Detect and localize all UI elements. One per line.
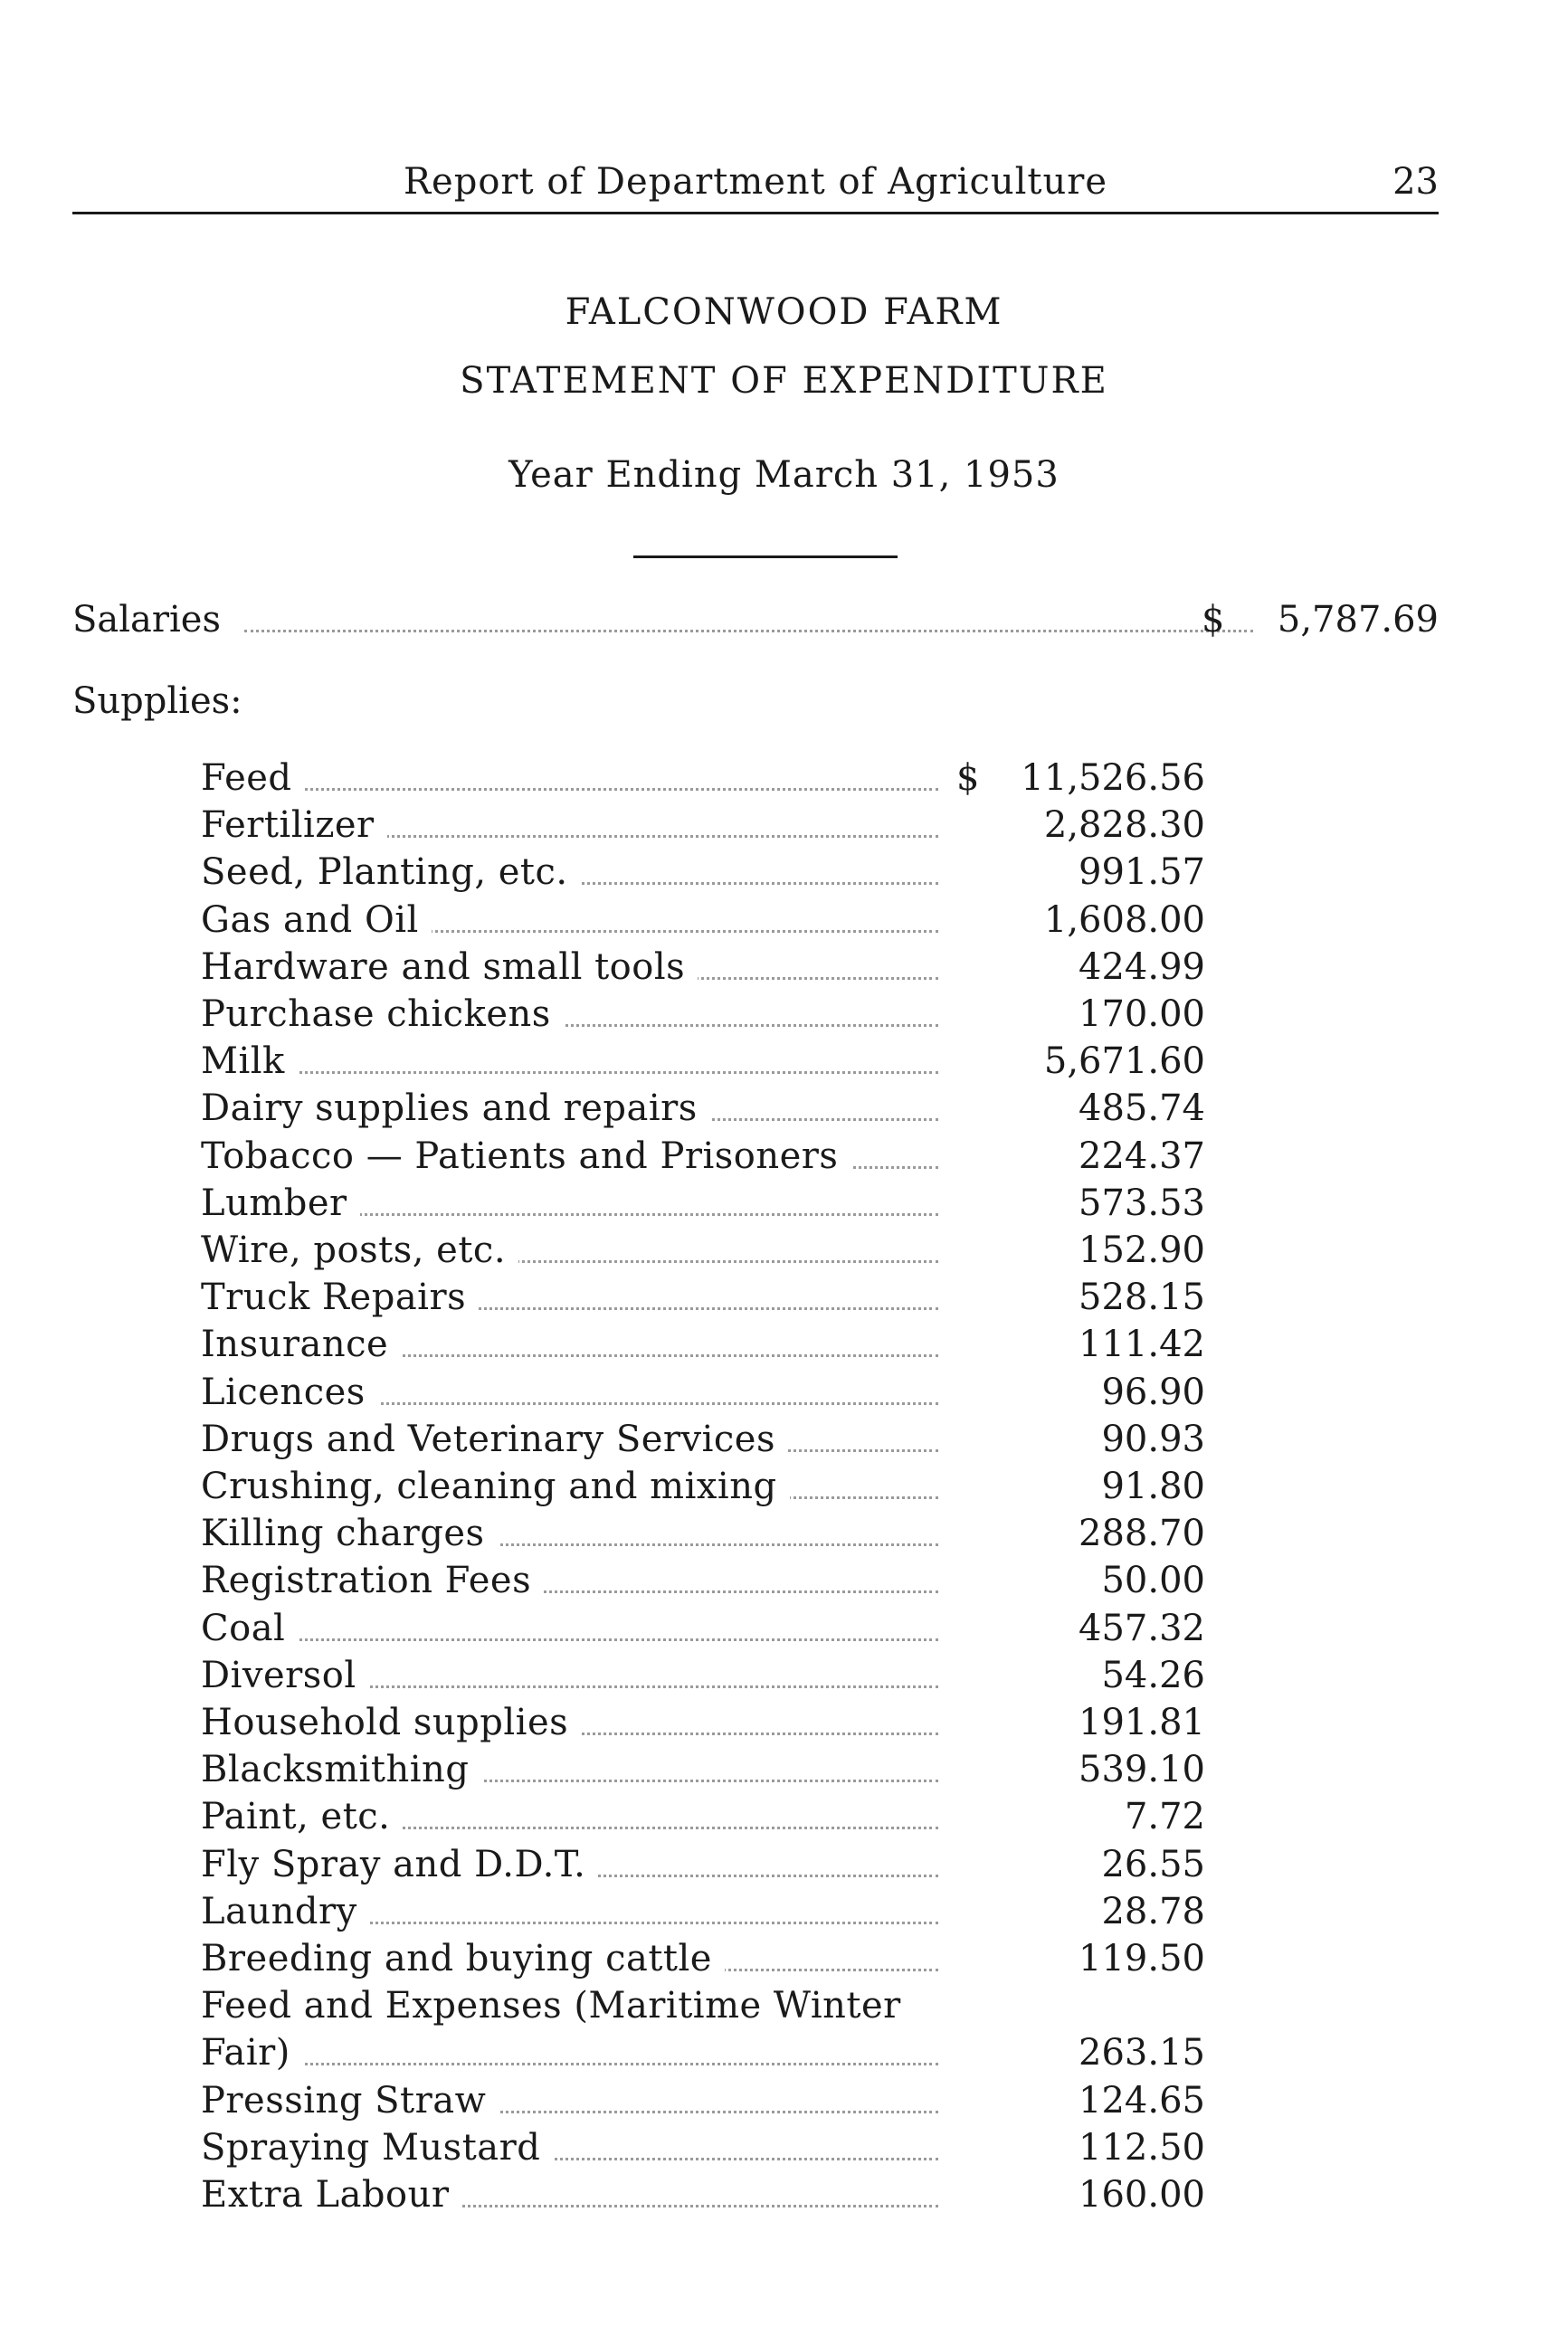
list-item [201,1039,1205,1084]
page-number: 23 [1392,161,1439,203]
list-item [201,1511,1205,1556]
list-item [201,1464,1205,1509]
supply-amount: 1,608.00 [1043,898,1205,941]
supply-amount: 26.55 [1101,1843,1205,1885]
supply-label: Feed [201,755,305,801]
supply-label: Drugs and Veterinary Services [201,1417,788,1462]
supply-label: Seed, Planting, etc. [201,850,581,895]
farm-title: FALCONWOOD FARM [565,291,1003,333]
salaries-row [72,597,1439,642]
list-item [201,1842,1205,1887]
salaries-label: Salaries [72,597,233,642]
list-item [201,2030,1205,2075]
supply-label: Paint, etc. [201,1794,403,1839]
list-item [201,1606,1205,1651]
list-item [201,1417,1205,1462]
statement-title: STATEMENT OF EXPENDITURE [460,360,1108,402]
supply-label: Diversol [201,1653,369,1698]
supply-label: Breeding and buying cattle [201,1936,725,1981]
list-item [201,992,1205,1037]
list-item [201,1700,1205,1745]
supply-label: Purchase chickens [201,992,564,1037]
supply-amount: 7.72 [1124,1796,1205,1838]
supply-amount: 170.00 [1079,993,1205,1035]
supply-label: Dairy supplies and repairs [201,1086,710,1131]
supply-amount: 2,828.30 [1043,804,1205,847]
supply-label: Wire, posts, etc. [201,1228,518,1273]
currency-symbol: $ [956,757,980,799]
running-header [72,161,1439,214]
dot-leader [201,2063,938,2065]
supply-amount: 119.50 [1079,1938,1205,1979]
supply-label: Household supplies [201,1700,581,1745]
list-item [201,1228,1205,1273]
list-item [201,802,1205,848]
running-title: Report of Department of Agriculture [403,161,1108,203]
supply-label: Blacksmithing [201,1747,481,1792]
list-item [201,1794,1205,1839]
list-item-wrapped-line [201,1983,1205,2028]
supply-amount: 539.10 [1079,1749,1205,1791]
supply-amount: 111.42 [1079,1324,1205,1366]
supply-amount: 457.32 [1079,1607,1205,1649]
list-item [201,1134,1205,1179]
supply-amount: 224.37 [1079,1135,1205,1177]
dot-leader [201,1638,938,1641]
supply-label: Licences [201,1370,378,1415]
supply-label: Truck Repairs [201,1275,479,1320]
list-item [201,2078,1205,2123]
supply-amount: 573.53 [1079,1182,1205,1224]
supply-amount: 90.93 [1101,1418,1205,1460]
supply-amount: 50.00 [1101,1560,1205,1602]
list-item [201,850,1205,895]
dot-leader [201,788,938,791]
supply-amount: 5,671.60 [1043,1040,1205,1083]
list-item [201,1322,1205,1367]
supply-amount: 528.15 [1079,1277,1205,1319]
supply-label: Gas and Oil [201,897,432,943]
year-line: Year Ending March 31, 1953 [508,454,1060,496]
supply-label: Pressing Straw [201,2078,499,2123]
supply-label: Coal [201,1606,298,1651]
supply-amount: 160.00 [1079,2174,1205,2216]
list-item [201,1181,1205,1226]
supply-amount: 152.90 [1079,1229,1205,1271]
supply-label-line1: Feed and Expenses (Maritime Winter [201,1985,901,2027]
supply-label: Hardware and small tools [201,945,698,990]
list-item [201,755,1205,801]
supply-label: Registration Fees [201,1558,544,1603]
supply-amount: 991.57 [1079,851,1205,894]
list-item [201,1747,1205,1792]
supply-label: Spraying Mustard [201,2125,553,2170]
supply-label: Laundry [201,1889,370,1934]
supply-amount: 96.90 [1101,1371,1205,1413]
supply-amount: 263.15 [1079,2032,1205,2074]
list-item [201,1889,1205,1934]
supply-label: Fair) [201,2030,303,2075]
dot-leader [201,1071,938,1074]
supply-amount: 91.80 [1101,1466,1205,1507]
title-divider [633,555,898,558]
supply-amount: 124.65 [1079,2079,1205,2122]
list-item [201,1653,1205,1698]
supply-amount: 288.70 [1079,1513,1205,1555]
supply-amount: 424.99 [1079,945,1205,988]
supply-amount: 112.50 [1079,2126,1205,2169]
list-item [201,945,1205,990]
supplies-heading: Supplies: [72,680,242,722]
list-item [201,1275,1205,1320]
list-item [201,1370,1205,1415]
supply-label: Fly Spray and D.D.T. [201,1842,598,1887]
supply-label: Tobacco — Patients and Prisoners [201,1134,851,1179]
supply-label: Crushing, cleaning and mixing [201,1464,790,1509]
salaries-amount: 5,787.69 [1277,599,1439,641]
supply-amount: 28.78 [1101,1890,1205,1932]
list-item [201,1086,1205,1131]
list-item [201,2125,1205,2170]
list-item [201,897,1205,943]
dot-leader [244,630,1253,632]
supply-amount: 191.81 [1079,1702,1205,1743]
supply-amount: 11,526.56 [1021,757,1205,799]
supply-amount: 54.26 [1101,1654,1205,1696]
supply-amount: 485.74 [1079,1087,1205,1130]
list-item [201,1558,1205,1603]
supply-label: Killing charges [201,1511,498,1556]
supply-label: Insurance [201,1322,401,1367]
currency-symbol: $ [1202,599,1225,641]
supply-label: Fertilizer [201,802,387,848]
list-item [201,1936,1205,1981]
supply-label: Milk [201,1039,298,1084]
list-item [201,2172,1205,2217]
supply-label: Extra Labour [201,2172,462,2217]
supply-label: Lumber [201,1181,360,1226]
